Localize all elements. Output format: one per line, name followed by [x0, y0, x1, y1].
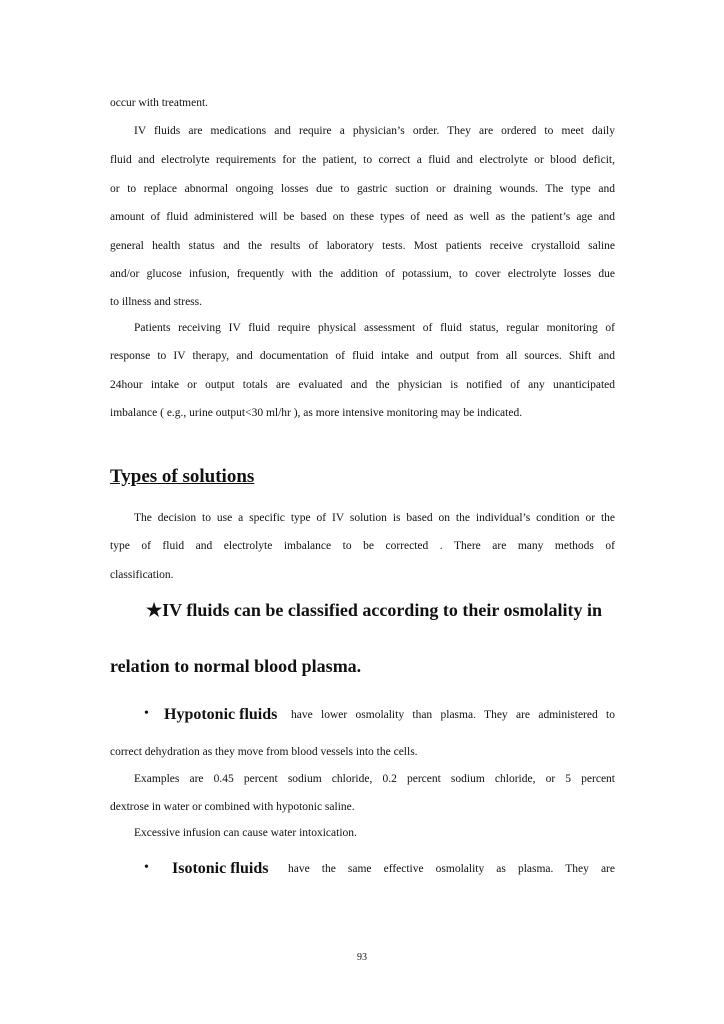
- para1-line-4: amount of fluid administered will be based on these types of need as well as the patient’s age and: [110, 211, 615, 223]
- para2-line-1: Patients receiving IV fluid require physical assessment of fluid status, regular monitoring of: [134, 322, 615, 334]
- classification-line-2: relation to normal blood plasma.: [110, 656, 362, 676]
- section-line-3: classification.: [110, 569, 174, 581]
- para1-line-3: or to replace abnormal ongoing losses due to gastric suction or draining wounds. The type and: [110, 183, 615, 195]
- intro-line: occur with treatment.: [110, 97, 209, 109]
- hypotonic-definition: have lower osmolality than plasma. They are administered to: [291, 709, 615, 721]
- para1-line-1: IV fluids are medications and require a physician’s order. They are ordered to meet daily: [134, 125, 615, 137]
- para1-line-5: general health status and the results of laboratory tests. Most patients receive crystalloid saline: [110, 240, 615, 252]
- isotonic-term: Isotonic fluids: [172, 860, 269, 877]
- para1-line-6: and/or glucose infusion, frequently with the addition of potassium, to cover electrolyte losses due: [110, 268, 615, 280]
- classification-line-1: [146, 600, 602, 621]
- para1-line-2: fluid and electrolyte requirements for the patient, to correct a fluid and electrolyte or blood deficit,: [110, 154, 615, 166]
- page-number: 93: [357, 952, 367, 963]
- hypotonic-examples-2: dextrose in water or combined with hypotonic saline.: [110, 801, 355, 813]
- hypotonic-term: Hypotonic fluids: [164, 706, 278, 723]
- classification-text: IV fluids can be classified according to their osmolality in: [162, 600, 602, 620]
- bullet-icon: •: [144, 706, 149, 721]
- star-icon: ★: [146, 600, 163, 620]
- section-heading: Types of solutions: [110, 466, 255, 487]
- hypotonic-line-2: correct dehydration as they move from blood vessels into the cells.: [110, 746, 418, 758]
- hypotonic-examples-1: Examples are 0.45 percent sodium chloride, 0.2 percent sodium chloride, or 5 percent: [134, 773, 615, 785]
- para2-line-3: 24hour intake or output totals are evaluated and the physician is notified of any unanticipated: [110, 379, 615, 391]
- hypotonic-warning: Excessive infusion can cause water intoxication.: [134, 827, 357, 839]
- para2-line-2: response to IV therapy, and documentation of fluid intake and output from all sources. Shift and: [110, 350, 615, 362]
- isotonic-definition: have the same effective osmolality as plasma. They are: [288, 863, 615, 875]
- para1-line-7: to illness and stress.: [110, 296, 202, 308]
- section-line-2: type of fluid and electrolyte imbalance to be corrected . There are many methods of: [110, 540, 615, 552]
- section-line-1: The decision to use a specific type of IV solution is based on the individual’s condition or the: [134, 512, 615, 524]
- bullet-icon: •: [144, 860, 149, 875]
- para2-line-4: imbalance ( e.g., urine output<30 ml/hr ), as more intensive monitoring may be indicated.: [110, 407, 523, 419]
